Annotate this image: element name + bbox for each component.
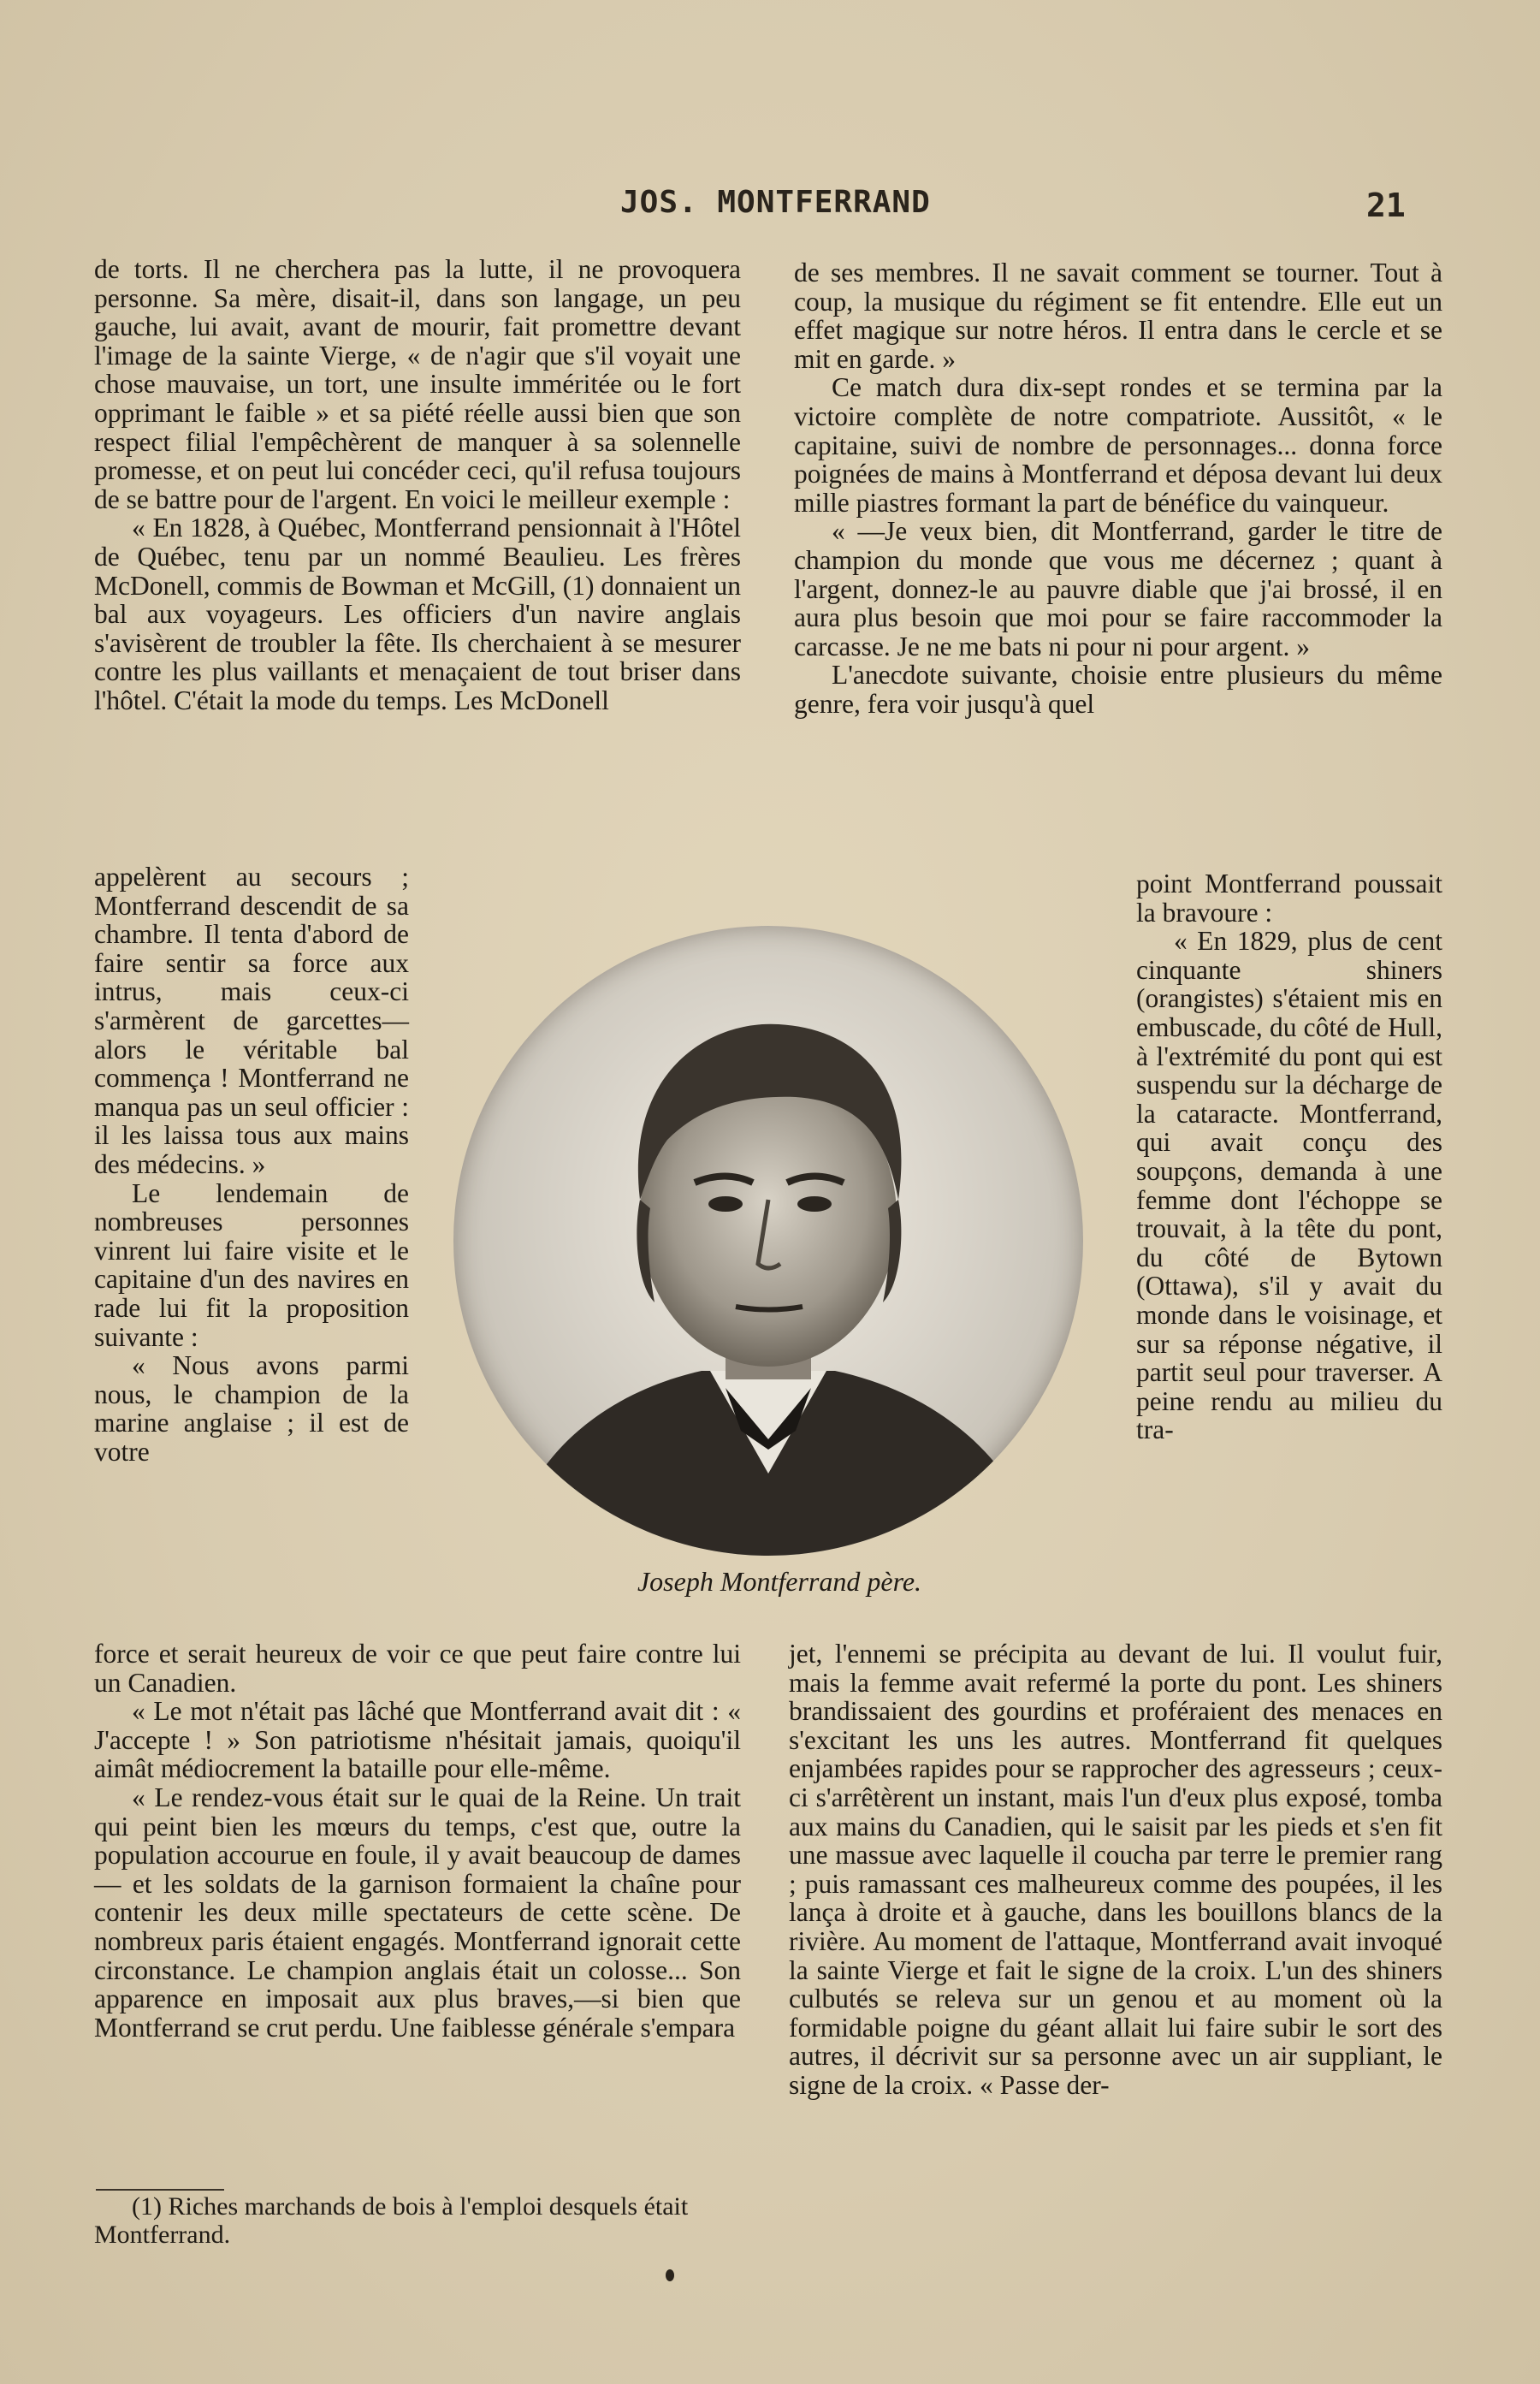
page-header <box>0 181 1540 233</box>
footnote-rule <box>96 2189 224 2191</box>
paragraph: « Le mot n'était pas lâché que Montferrand avait dit : « J'accepte ! » Son patriotisme n'hésitait jamais, quoiqu'il aimât médiocrement la bataille pour elle-même. <box>94 1696 741 1784</box>
page-mark <box>666 2269 674 2281</box>
running-title: JOS. MONTFERRAND <box>620 185 931 220</box>
left-column-wrap <box>94 863 409 1466</box>
paragraph: Ce match dura dix-sept rondes et se termina par la victoire complète de notre compatriote. Aussitôt, « le capitaine, suivi de nombre de personnages... donna force poignées de mains à Montferrand et déposa devant lui deux mille piastres formant la part de bénéfice du vainqueur. <box>794 372 1442 518</box>
page-number: 21 <box>1366 187 1406 224</box>
paragraph: « Nous avons parmi nous, le champion de la marine anglaise ; il est de votre <box>94 1350 409 1467</box>
paragraph: de torts. Il ne cherchera pas la lutte, il ne provoquera personne. Sa mère, disait-il, dans son langage, un peu gauche, lui avait, avant de mourir, fait promettre devant l'image de la sainte Vierge, « de n'agir que s'il voyait une chose mauvaise, un tort, une insulte imméritée ou le fort opprimant le faible » et sa piété réelle aussi bien que son respect filial l'empêchèrent de manquer à sa solennelle promesse, et on peut lui concéder ceci, qu'il refusa toujours de se battre pour de l'argent. En voici le meilleur exemple : <box>94 254 741 514</box>
left-column-top <box>94 255 741 715</box>
paragraph: force et serait heureux de voir ce que peut faire contre lui un Canadien. <box>94 1639 741 1698</box>
paragraph: « En 1828, à Québec, Montferrand pensionnait à l'Hôtel de Québec, tenu par un nommé Beaulieu. Les frères McDonell, commis de Bowman et McGill, (1) donnaient un bal aux voyageurs. Les officiers d'un navire anglais s'avisèrent de troubler la fête. Ils cherchaient à se mesurer contre les plus vaillants et menaçaient de tout briser dans l'hôtel. C'était la mode du temps. Les McDonell <box>94 513 741 715</box>
paragraph: de ses membres. Il ne savait comment se tourner. Tout à coup, la musique du régiment se fit entendre. Elle eut un effet magique sur notre héros. Il entra dans le cercle et se mit en garde. » <box>794 258 1442 374</box>
figure-caption: Joseph Montferrand père. <box>637 1566 922 1597</box>
paragraph: point Montferrand poussait la bravoure : <box>1136 869 1442 928</box>
left-column-bottom <box>94 1640 741 2042</box>
right-column-bottom <box>789 1640 1442 2100</box>
paragraph: jet, l'ennemi se précipita au devant de lui. Il voulut fuir, mais la femme avait refermé la porte du pont. Les shiners brandissaient des gourdins et proféraient des menaces en s'excitant les uns les autres. Montferrand fit quelques enjambées rapides pour se rapprocher des agresseurs ; ceux-ci s'arrêtèrent un instant, mais l'un d'eux plus exposé, tomba aux mains du Canadien, qui le saisit par les pieds et s'en fit une massue avec laquelle il coucha par terre le premier rang ; puis ramassant ces malheureux comme des poupées, il les lança à droite et à gauche, dans les bouillons blancs de la rivière. Au moment de l'attaque, Montferrand avait invoqué la sainte Vierge et fait le signe de la croix. L'un des shiners culbutés se releva sur un genou et au moment où la formidable poigne du géant allait lui faire subir le sort des autres, il décrivit sur sa personne avec un air suppliant, le signe de la croix. « Passe der- <box>789 1639 1442 2100</box>
paragraph: Le lendemain de nombreuses personnes vinrent lui faire visite et le capitaine d'un des navires en rade lui fit la proposition suivante : <box>94 1177 409 1352</box>
paragraph: « —Je veux bien, dit Montferrand, garder le titre de champion du monde que vous me décernez ; quant à l'argent, donnez-le au pauvre diable que j'ai brossé, il en aura plus besoin que moi pour se faire raccommoder la carcasse. Je ne me bats ni pour ni pour argent. » <box>794 516 1442 661</box>
footnote <box>94 2192 741 2249</box>
portrait-drawing <box>453 926 1083 1556</box>
paragraph: « En 1829, plus de cent cinquante shiners (orangistes) s'étaient mis en embuscade, du côté de Hull, à l'extrémité du pont qui est suspendu sur la décharge de la cataracte. Montferrand, qui avait conçu des soupçons, demanda à une femme dont l'échoppe se trouvait, à la tête du pont, du côté de Bytown (Ottawa), s'il y avait du monde dans le voisinage, et sur sa réponse négative, il partit seul pour traverser. A peine rendu au milieu du tra- <box>1136 926 1442 1445</box>
paragraph: « Le rendez-vous était sur le quai de la Reine. Un trait qui peint bien les mœurs du temps, c'est que, outre la population accourue en foule, il y avait beaucoup de dames— et les soldats de la garnison formaient la chaîne pour contenir les deux mille spectateurs de cette scène. De nombreux paris étaient engagés. Montferrand ignorait cette circonstance. Le champion anglais était un colosse... Son apparence en imposait aux plus braves,—si bien que Montferrand se crut perdu. Une faiblesse générale s'empara <box>94 1782 741 2043</box>
right-column-top <box>794 258 1442 719</box>
paragraph: appelèrent au secours ; Montferrand descendit de sa chambre. Il tenta d'abord de faire sentir sa force aux intrus, mais ceux-ci s'armèrent de garcettes—alors le véritable bal commença ! Montferrand ne manqua pas un seul officier : il les laissa tous aux mains des médecins. » <box>94 862 409 1179</box>
paragraph: L'anecdote suivante, choisie entre plusieurs du même genre, fera voir jusqu'à quel <box>794 660 1442 719</box>
footnote-text: (1) Riches marchands de bois à l'emploi desquels était Montferrand. <box>94 2192 689 2249</box>
right-column-wrap <box>1136 869 1442 1444</box>
portrait-image <box>453 926 1083 1556</box>
